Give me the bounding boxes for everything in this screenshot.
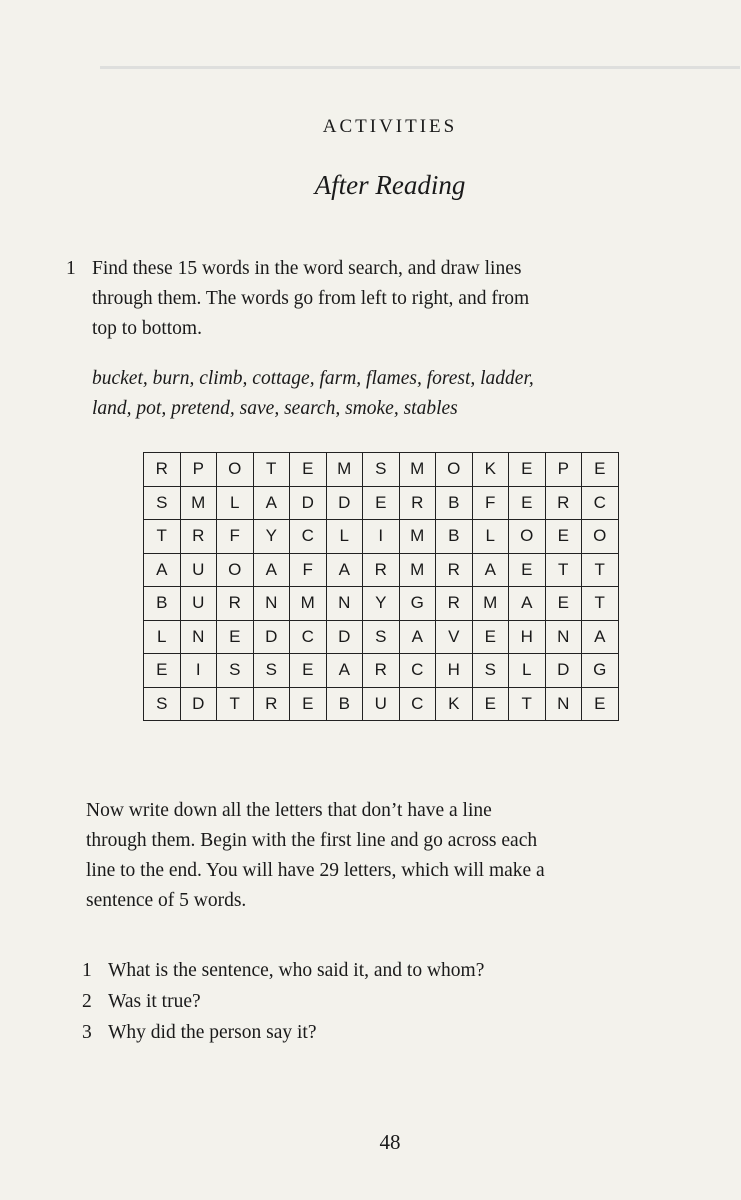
grid-cell: G [400, 587, 437, 621]
grid-cell: R [363, 554, 400, 588]
followup-line: sentence of 5 words. [86, 890, 247, 911]
grid-cell: R [144, 453, 181, 487]
grid-cell: Y [363, 587, 400, 621]
grid-cell: C [582, 487, 619, 521]
grid-cell: R [181, 520, 218, 554]
grid-cell: S [363, 621, 400, 655]
grid-cell: B [436, 520, 473, 554]
activity-instruction [92, 254, 704, 344]
grid-cell: A [509, 587, 546, 621]
grid-cell: B [144, 587, 181, 621]
grid-cell: A [144, 554, 181, 588]
grid-cell: O [436, 453, 473, 487]
grid-cell: R [436, 554, 473, 588]
grid-cell: O [582, 520, 619, 554]
question-number: 2 [82, 991, 92, 1012]
grid-cell: N [546, 688, 583, 722]
grid-cell: A [582, 621, 619, 655]
question-item [82, 1017, 702, 1048]
section-label: ACTIVITIES [322, 116, 458, 137]
grid-cell: E [217, 621, 254, 655]
grid-cell: S [144, 688, 181, 722]
grid-cell: M [290, 587, 327, 621]
word-list-line: bucket, burn, climb, cottage, farm, flames, forest, ladder, [92, 368, 534, 389]
grid-cell: M [473, 587, 510, 621]
instruction-line: Find these 15 words in the word search, and draw lines [92, 258, 522, 279]
followup-line: Now write down all the letters that don’t have a line [86, 800, 492, 821]
grid-cell: A [327, 654, 364, 688]
grid-cell: L [217, 487, 254, 521]
followup-line: line to the end. You will have 29 letters, which will make a [86, 860, 545, 881]
grid-cell: S [144, 487, 181, 521]
grid-cell: T [546, 554, 583, 588]
grid-cell: B [436, 487, 473, 521]
page-number: 48 [379, 1130, 401, 1154]
grid-cell: M [181, 487, 218, 521]
grid-cell: A [400, 621, 437, 655]
grid-cell: U [181, 554, 218, 588]
grid-cell: R [217, 587, 254, 621]
grid-cell: N [254, 587, 291, 621]
activity-number: 1 [66, 258, 76, 279]
grid-cell: N [327, 587, 364, 621]
grid-cell: K [473, 453, 510, 487]
grid-cell: F [290, 554, 327, 588]
grid-cell: E [509, 487, 546, 521]
grid-cell: T [582, 554, 619, 588]
grid-cell: T [217, 688, 254, 722]
grid-cell: D [290, 487, 327, 521]
grid-cell: M [400, 520, 437, 554]
grid-cell: H [509, 621, 546, 655]
grid-cell: R [546, 487, 583, 521]
grid-cell: I [363, 520, 400, 554]
grid-cell: S [254, 654, 291, 688]
grid-cell: L [144, 621, 181, 655]
grid-cell: M [400, 554, 437, 588]
grid-cell: O [217, 453, 254, 487]
grid-cell: E [290, 688, 327, 722]
grid-cell: E [546, 520, 583, 554]
grid-cell: C [400, 654, 437, 688]
header-rule [100, 66, 740, 69]
question-text: Why did the person say it? [108, 1022, 317, 1043]
grid-cell: M [400, 453, 437, 487]
grid-cell: V [436, 621, 473, 655]
grid-cell: B [327, 688, 364, 722]
question-list [82, 955, 702, 1048]
grid-cell: E [546, 587, 583, 621]
grid-cell: E [582, 688, 619, 722]
word-list [92, 364, 712, 424]
grid-cell: E [290, 654, 327, 688]
grid-cell: C [400, 688, 437, 722]
instruction-line: through them. The words go from left to right, and from [92, 288, 530, 309]
grid-cell: A [327, 554, 364, 588]
grid-cell: S [473, 654, 510, 688]
grid-cell: Y [254, 520, 291, 554]
grid-cell: T [254, 453, 291, 487]
word-list-line: land, pot, pretend, save, search, smoke, stables [92, 398, 458, 419]
grid-cell: P [181, 453, 218, 487]
question-text: What is the sentence, who said it, and to whom? [108, 960, 485, 981]
grid-cell: N [546, 621, 583, 655]
grid-cell: K [436, 688, 473, 722]
grid-cell: C [290, 621, 327, 655]
grid-cell: U [363, 688, 400, 722]
followup-line: through them. Begin with the first line and go across each [86, 830, 538, 851]
section-title: After Reading [314, 170, 466, 200]
grid-cell: T [582, 587, 619, 621]
instruction-line: top to bottom. [92, 318, 202, 339]
grid-cell: R [436, 587, 473, 621]
word-search-grid [143, 452, 619, 721]
grid-cell: A [473, 554, 510, 588]
grid-cell: U [181, 587, 218, 621]
grid-cell: D [327, 487, 364, 521]
grid-cell: E [582, 453, 619, 487]
grid-cell: E [144, 654, 181, 688]
grid-cell: D [254, 621, 291, 655]
grid-cell: T [509, 688, 546, 722]
grid-cell: F [473, 487, 510, 521]
followup-instruction [86, 796, 711, 916]
grid-cell: L [473, 520, 510, 554]
grid-cell: E [290, 453, 327, 487]
grid-cell: A [254, 487, 291, 521]
grid-cell: D [546, 654, 583, 688]
grid-cell: T [144, 520, 181, 554]
grid-cell: M [327, 453, 364, 487]
question-number: 1 [82, 960, 92, 981]
grid-cell: O [509, 520, 546, 554]
question-text: Was it true? [108, 991, 201, 1012]
grid-cell: L [327, 520, 364, 554]
grid-cell: L [509, 654, 546, 688]
grid-cell: E [509, 453, 546, 487]
grid-cell: H [436, 654, 473, 688]
grid-cell: D [181, 688, 218, 722]
grid-cell: E [509, 554, 546, 588]
grid-cell: R [363, 654, 400, 688]
grid-cell: E [363, 487, 400, 521]
grid-cell: I [181, 654, 218, 688]
question-item [82, 986, 702, 1017]
grid-cell: N [181, 621, 218, 655]
grid-cell: S [363, 453, 400, 487]
grid-cell: D [327, 621, 364, 655]
grid-cell: O [217, 554, 254, 588]
grid-cell: A [254, 554, 291, 588]
question-item [82, 955, 702, 986]
grid-cell: F [217, 520, 254, 554]
grid-cell: E [473, 621, 510, 655]
grid-cell: P [546, 453, 583, 487]
grid-cell: G [582, 654, 619, 688]
question-number: 3 [82, 1022, 92, 1043]
grid-cell: C [290, 520, 327, 554]
grid-cell: E [473, 688, 510, 722]
grid-cell: R [254, 688, 291, 722]
grid-cell: R [400, 487, 437, 521]
grid-cell: S [217, 654, 254, 688]
